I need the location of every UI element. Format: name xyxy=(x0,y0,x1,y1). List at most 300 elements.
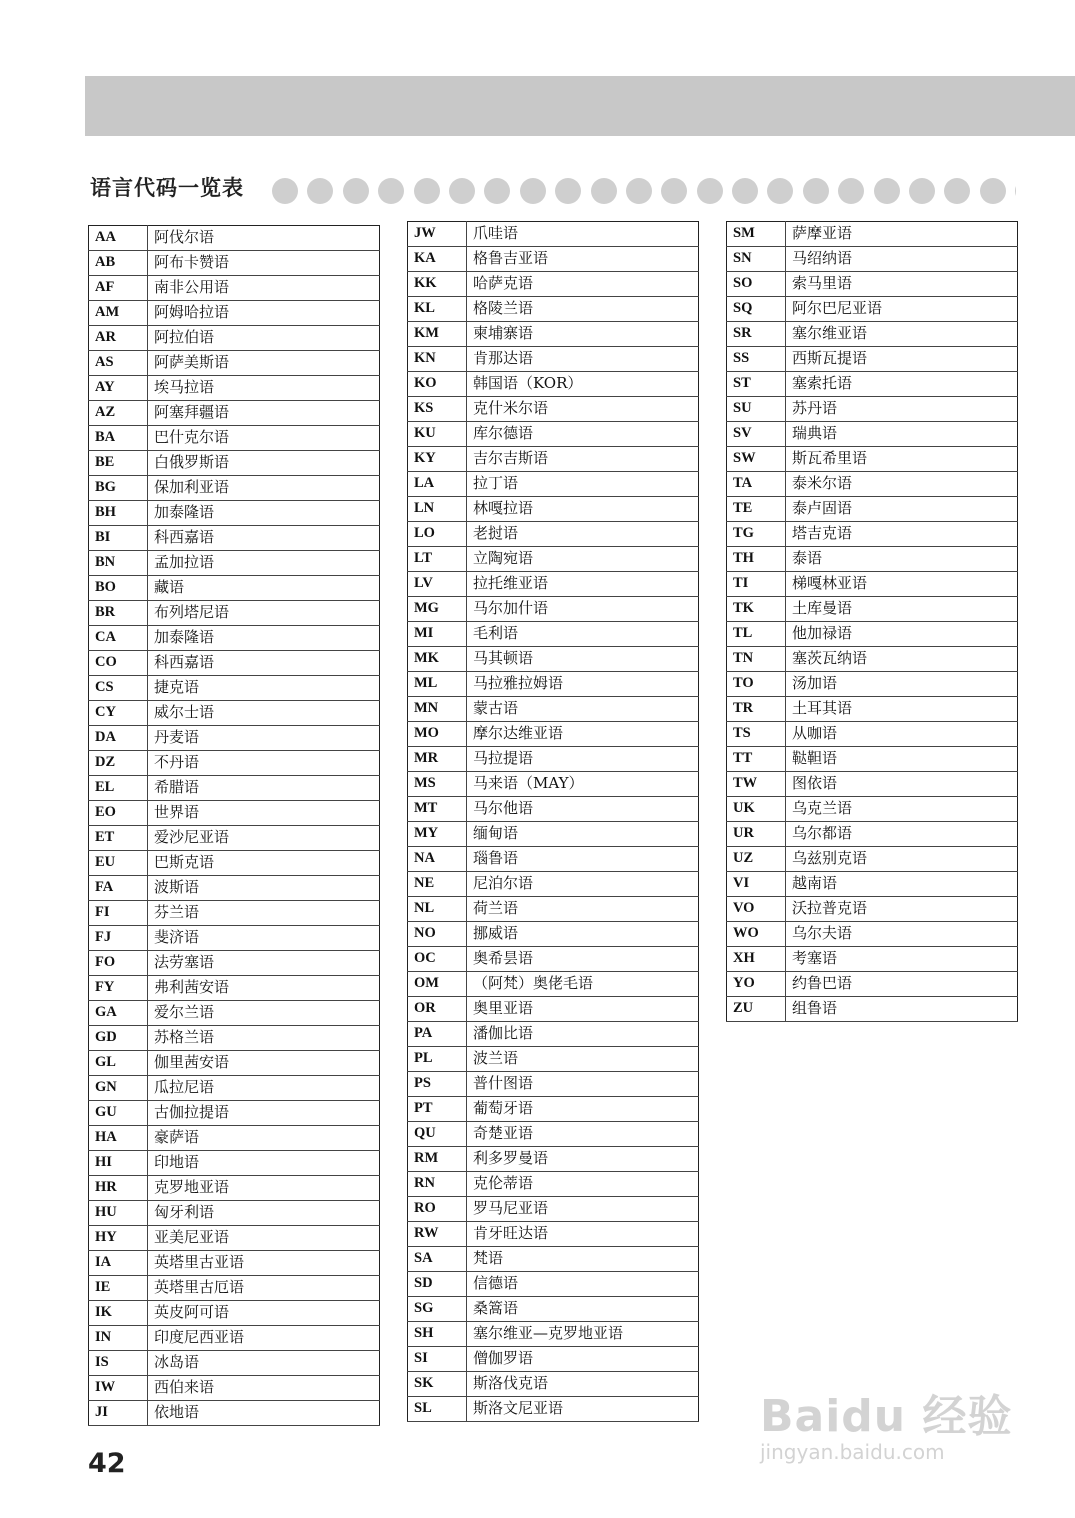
language-code: SO xyxy=(727,272,786,297)
table-row xyxy=(408,522,699,547)
language-code: GD xyxy=(89,1026,148,1051)
language-name: 土库曼语 xyxy=(786,597,1018,622)
language-name: 阿姆哈拉语 xyxy=(148,301,380,326)
language-name: 从咖语 xyxy=(786,722,1018,747)
table-row xyxy=(408,922,699,947)
table-row xyxy=(408,1122,699,1147)
language-code: TH xyxy=(727,547,786,572)
table-row xyxy=(89,876,380,901)
language-code: SV xyxy=(727,422,786,447)
table-row xyxy=(727,372,1018,397)
language-name: 斯洛伐克语 xyxy=(467,1372,699,1397)
table-row xyxy=(408,997,699,1022)
table-row xyxy=(89,1026,380,1051)
table-row xyxy=(408,297,699,322)
table-row xyxy=(408,1272,699,1297)
language-code: AB xyxy=(89,251,148,276)
divider-dot xyxy=(520,178,546,204)
table-row xyxy=(408,1247,699,1272)
language-code: MS xyxy=(408,772,467,797)
table-row xyxy=(727,972,1018,997)
language-name: 汤加语 xyxy=(786,672,1018,697)
table-row xyxy=(727,272,1018,297)
divider-dot xyxy=(874,178,900,204)
table-row xyxy=(727,772,1018,797)
language-name: 马拉提语 xyxy=(467,747,699,772)
language-code: AS xyxy=(89,351,148,376)
table-row xyxy=(89,401,380,426)
language-code: DA xyxy=(89,726,148,751)
language-name: 乌尔夫语 xyxy=(786,922,1018,947)
language-name: 潘伽比语 xyxy=(467,1022,699,1047)
table-row xyxy=(89,1126,380,1151)
table-row xyxy=(727,597,1018,622)
table-row xyxy=(89,226,380,251)
language-code-table-col1 xyxy=(88,225,380,1426)
language-name: 埃马拉语 xyxy=(148,376,380,401)
divider-dot xyxy=(980,178,1006,204)
table-row xyxy=(727,222,1018,247)
divider-dot xyxy=(272,178,298,204)
language-code: BN xyxy=(89,551,148,576)
table-row xyxy=(727,847,1018,872)
table-row xyxy=(408,772,699,797)
language-name: 塞索托语 xyxy=(786,372,1018,397)
language-code: TS xyxy=(727,722,786,747)
language-name: 世界语 xyxy=(148,801,380,826)
language-code: YO xyxy=(727,972,786,997)
language-code: GA xyxy=(89,1001,148,1026)
table-row xyxy=(727,822,1018,847)
language-code: UK xyxy=(727,797,786,822)
table-row xyxy=(408,547,699,572)
language-name: 奥里亚语 xyxy=(467,997,699,1022)
language-name: 威尔士语 xyxy=(148,701,380,726)
language-name: 林嘎拉语 xyxy=(467,497,699,522)
table-row xyxy=(727,947,1018,972)
table-row xyxy=(408,697,699,722)
language-name: 英塔里古亚语 xyxy=(148,1251,380,1276)
language-code: SS xyxy=(727,347,786,372)
language-code: OC xyxy=(408,947,467,972)
table-row xyxy=(727,747,1018,772)
language-code: KA xyxy=(408,247,467,272)
language-code: RM xyxy=(408,1147,467,1172)
table-row xyxy=(89,376,380,401)
language-name: 阿布卡赞语 xyxy=(148,251,380,276)
language-name: 梵语 xyxy=(467,1247,699,1272)
language-code: AY xyxy=(89,376,148,401)
language-name: 奥希昙语 xyxy=(467,947,699,972)
language-name: 索马里语 xyxy=(786,272,1018,297)
table-row xyxy=(408,822,699,847)
language-code: KU xyxy=(408,422,467,447)
table-row xyxy=(408,422,699,447)
table-row xyxy=(89,676,380,701)
language-name: 塞茨瓦纳语 xyxy=(786,647,1018,672)
language-name: 土耳其语 xyxy=(786,697,1018,722)
language-name: 苏格兰语 xyxy=(148,1026,380,1051)
language-name: 爱沙尼亚语 xyxy=(148,826,380,851)
table-row xyxy=(89,451,380,476)
language-name: （阿梵）奥佬毛语 xyxy=(467,972,699,997)
table-row xyxy=(727,422,1018,447)
language-name: 缅甸语 xyxy=(467,822,699,847)
divider-dot xyxy=(909,178,935,204)
language-code: BA xyxy=(89,426,148,451)
table-row xyxy=(89,551,380,576)
language-name: 科西嘉语 xyxy=(148,651,380,676)
table-row xyxy=(408,372,699,397)
language-code: VI xyxy=(727,872,786,897)
language-name: 西伯来语 xyxy=(148,1376,380,1401)
language-code: CY xyxy=(89,701,148,726)
language-code: HU xyxy=(89,1201,148,1226)
dot-divider xyxy=(272,178,1016,206)
language-code: KK xyxy=(408,272,467,297)
table-row xyxy=(89,926,380,951)
table-row xyxy=(727,697,1018,722)
language-name: 弗利茜安语 xyxy=(148,976,380,1001)
language-name: 越南语 xyxy=(786,872,1018,897)
language-name: 尼泊尔语 xyxy=(467,872,699,897)
table-row xyxy=(408,1397,699,1422)
table-row xyxy=(89,1301,380,1326)
language-code: FY xyxy=(89,976,148,1001)
language-name: 信德语 xyxy=(467,1272,699,1297)
language-name: 斯洛文尼亚语 xyxy=(467,1397,699,1422)
language-name: 克什米尔语 xyxy=(467,397,699,422)
language-code: TE xyxy=(727,497,786,522)
language-code: ST xyxy=(727,372,786,397)
language-code: AA xyxy=(89,226,148,251)
page-number: 42 xyxy=(88,1448,126,1479)
language-code: MR xyxy=(408,747,467,772)
table-row xyxy=(89,951,380,976)
language-name: 布列塔尼语 xyxy=(148,601,380,626)
table-row xyxy=(89,651,380,676)
language-name: 伽里茜安语 xyxy=(148,1051,380,1076)
language-name: 马绍纳语 xyxy=(786,247,1018,272)
language-name: 奇楚亚语 xyxy=(467,1122,699,1147)
table-row xyxy=(89,351,380,376)
language-code: KN xyxy=(408,347,467,372)
language-name: 法劳塞语 xyxy=(148,951,380,976)
language-name: 捷克语 xyxy=(148,676,380,701)
table-row xyxy=(408,322,699,347)
table-row xyxy=(408,222,699,247)
language-name: 葡萄牙语 xyxy=(467,1097,699,1122)
language-name: 马来语（MAY） xyxy=(467,772,699,797)
baidu-watermark xyxy=(760,1380,1020,1480)
table-row xyxy=(727,797,1018,822)
language-code: PS xyxy=(408,1072,467,1097)
table-row xyxy=(408,647,699,672)
language-name: 乌兹别克语 xyxy=(786,847,1018,872)
language-name: 瓜拉尼语 xyxy=(148,1076,380,1101)
language-name: 马拉雅拉姆语 xyxy=(467,672,699,697)
language-name: 阿塞拜疆语 xyxy=(148,401,380,426)
language-name: 马尔加什语 xyxy=(467,597,699,622)
language-code: JI xyxy=(89,1401,148,1426)
divider-dot xyxy=(378,178,404,204)
language-code: MG xyxy=(408,597,467,622)
language-code: QU xyxy=(408,1122,467,1147)
language-code: TL xyxy=(727,622,786,647)
table-row xyxy=(89,1201,380,1226)
language-name: 乌克兰语 xyxy=(786,797,1018,822)
table-row xyxy=(408,747,699,772)
language-name: 瑞典语 xyxy=(786,422,1018,447)
table-row xyxy=(727,647,1018,672)
language-name: 白俄罗斯语 xyxy=(148,451,380,476)
language-code: MI xyxy=(408,622,467,647)
language-name: 蒙古语 xyxy=(467,697,699,722)
language-name: 英皮阿可语 xyxy=(148,1301,380,1326)
table-row xyxy=(89,801,380,826)
table-row xyxy=(727,722,1018,747)
language-code: KS xyxy=(408,397,467,422)
language-code: HA xyxy=(89,1126,148,1151)
language-code: BG xyxy=(89,476,148,501)
language-code: SM xyxy=(727,222,786,247)
table-row xyxy=(408,972,699,997)
language-code: EL xyxy=(89,776,148,801)
language-name: 匈牙利语 xyxy=(148,1201,380,1226)
table-row xyxy=(408,597,699,622)
language-code: IN xyxy=(89,1326,148,1351)
table-row xyxy=(89,476,380,501)
language-name: 乌尔都语 xyxy=(786,822,1018,847)
table-row xyxy=(89,576,380,601)
table-row xyxy=(89,751,380,776)
table-row xyxy=(408,1372,699,1397)
language-name: 马其顿语 xyxy=(467,647,699,672)
language-code: WO xyxy=(727,922,786,947)
divider-dot xyxy=(697,178,723,204)
divider-dot xyxy=(944,178,970,204)
table-row xyxy=(89,1226,380,1251)
language-name: 老挝语 xyxy=(467,522,699,547)
language-name: 芬兰语 xyxy=(148,901,380,926)
table-row xyxy=(408,347,699,372)
table-row xyxy=(408,1072,699,1097)
divider-dot xyxy=(484,178,510,204)
language-name: 罗马尼亚语 xyxy=(467,1197,699,1222)
language-code: SQ xyxy=(727,297,786,322)
language-code: MY xyxy=(408,822,467,847)
table-row xyxy=(89,301,380,326)
table-row xyxy=(408,897,699,922)
table-row xyxy=(408,947,699,972)
table-row xyxy=(408,1147,699,1172)
table-row xyxy=(408,1172,699,1197)
language-name: 科西嘉语 xyxy=(148,526,380,551)
language-code: BO xyxy=(89,576,148,601)
language-code: SW xyxy=(727,447,786,472)
language-code: RO xyxy=(408,1197,467,1222)
language-code: KM xyxy=(408,322,467,347)
language-name: 塞尔维亚语 xyxy=(786,322,1018,347)
table-row xyxy=(89,826,380,851)
table-row xyxy=(727,497,1018,522)
language-code: FJ xyxy=(89,926,148,951)
watermark-url: jingyan.baidu.com xyxy=(760,1440,945,1464)
language-name: 立陶宛语 xyxy=(467,547,699,572)
language-code: TI xyxy=(727,572,786,597)
language-name: 普什图语 xyxy=(467,1072,699,1097)
language-code: AR xyxy=(89,326,148,351)
language-code: NE xyxy=(408,872,467,897)
language-name: 藏语 xyxy=(148,576,380,601)
language-name: 肯那达语 xyxy=(467,347,699,372)
language-name: 拉丁语 xyxy=(467,472,699,497)
language-code: TA xyxy=(727,472,786,497)
table-row xyxy=(89,1101,380,1126)
language-code: JW xyxy=(408,222,467,247)
language-name: 波兰语 xyxy=(467,1047,699,1072)
language-name: 梯嘎林亚语 xyxy=(786,572,1018,597)
language-name: 丹麦语 xyxy=(148,726,380,751)
language-code: MO xyxy=(408,722,467,747)
language-code: SR xyxy=(727,322,786,347)
language-name: 柬埔寨语 xyxy=(467,322,699,347)
language-name: 印度尼西亚语 xyxy=(148,1326,380,1351)
language-name: 肯牙旺达语 xyxy=(467,1222,699,1247)
table-row xyxy=(89,1351,380,1376)
language-code: NO xyxy=(408,922,467,947)
language-code: UZ xyxy=(727,847,786,872)
table-row xyxy=(408,1047,699,1072)
language-name: 斐济语 xyxy=(148,926,380,951)
language-code: GL xyxy=(89,1051,148,1076)
language-name: 爱尔兰语 xyxy=(148,1001,380,1026)
language-name: 瑙鲁语 xyxy=(467,847,699,872)
table-row xyxy=(89,1276,380,1301)
language-code: LV xyxy=(408,572,467,597)
language-code: LO xyxy=(408,522,467,547)
table-row xyxy=(408,247,699,272)
language-code: SA xyxy=(408,1247,467,1272)
table-row xyxy=(89,1401,380,1426)
language-code: MN xyxy=(408,697,467,722)
language-name: 马尔他语 xyxy=(467,797,699,822)
language-code: IS xyxy=(89,1351,148,1376)
table-row xyxy=(408,1347,699,1372)
table-row xyxy=(408,472,699,497)
table-row xyxy=(727,872,1018,897)
language-code: IW xyxy=(89,1376,148,1401)
language-name: 古伽拉提语 xyxy=(148,1101,380,1126)
language-name: 希腊语 xyxy=(148,776,380,801)
table-row xyxy=(727,897,1018,922)
language-name: 组鲁语 xyxy=(786,997,1018,1022)
language-name: 韩国语（KOR） xyxy=(467,372,699,397)
divider-dot xyxy=(591,178,617,204)
language-code: CO xyxy=(89,651,148,676)
table-row xyxy=(89,726,380,751)
language-name: 南非公用语 xyxy=(148,276,380,301)
table-row xyxy=(727,247,1018,272)
language-code: FI xyxy=(89,901,148,926)
language-code: FO xyxy=(89,951,148,976)
language-name: 约鲁巴语 xyxy=(786,972,1018,997)
table-row xyxy=(727,322,1018,347)
table-row xyxy=(408,1022,699,1047)
language-name: 斯瓦希里语 xyxy=(786,447,1018,472)
table-row xyxy=(727,547,1018,572)
language-code: BR xyxy=(89,601,148,626)
language-code: KY xyxy=(408,447,467,472)
language-name: 阿伐尔语 xyxy=(148,226,380,251)
language-code: OR xyxy=(408,997,467,1022)
table-row xyxy=(89,701,380,726)
language-name: 图依语 xyxy=(786,772,1018,797)
language-code: SH xyxy=(408,1322,467,1347)
table-row xyxy=(408,1322,699,1347)
language-name: 克罗地亚语 xyxy=(148,1176,380,1201)
table-row xyxy=(727,447,1018,472)
language-code: SU xyxy=(727,397,786,422)
language-name: 泰米尔语 xyxy=(786,472,1018,497)
language-name: 哈萨克语 xyxy=(467,272,699,297)
language-name: 波斯语 xyxy=(148,876,380,901)
language-name: 泰语 xyxy=(786,547,1018,572)
table-row xyxy=(408,847,699,872)
language-code: IA xyxy=(89,1251,148,1276)
language-name: 拉托维亚语 xyxy=(467,572,699,597)
table-row xyxy=(408,272,699,297)
table-row xyxy=(89,1251,380,1276)
language-code: MK xyxy=(408,647,467,672)
divider-dot xyxy=(626,178,652,204)
table-row xyxy=(408,572,699,597)
table-row xyxy=(408,1097,699,1122)
table-row xyxy=(408,797,699,822)
divider-dot xyxy=(449,178,475,204)
language-name: 桑篙语 xyxy=(467,1297,699,1322)
language-name: 保加利亚语 xyxy=(148,476,380,501)
page-title: 语言代码一览表 xyxy=(90,176,244,200)
language-name: 阿拉伯语 xyxy=(148,326,380,351)
language-name: 沃拉普克语 xyxy=(786,897,1018,922)
divider-dot xyxy=(838,178,864,204)
table-row xyxy=(89,601,380,626)
language-code: SG xyxy=(408,1297,467,1322)
language-name: 豪萨语 xyxy=(148,1126,380,1151)
language-code: PL xyxy=(408,1047,467,1072)
divider-dot xyxy=(343,178,369,204)
table-row xyxy=(89,976,380,1001)
language-name: 克伦蒂语 xyxy=(467,1172,699,1197)
table-row xyxy=(89,1376,380,1401)
language-name: 加泰隆语 xyxy=(148,626,380,651)
table-row xyxy=(408,1197,699,1222)
language-code: RW xyxy=(408,1222,467,1247)
language-name: 挪威语 xyxy=(467,922,699,947)
table-row xyxy=(727,997,1018,1022)
language-name: 鞑靼语 xyxy=(786,747,1018,772)
language-code: EU xyxy=(89,851,148,876)
divider-dot xyxy=(1015,178,1016,204)
language-name: 印地语 xyxy=(148,1151,380,1176)
language-name: 格鲁吉亚语 xyxy=(467,247,699,272)
language-code: PA xyxy=(408,1022,467,1047)
language-code: DZ xyxy=(89,751,148,776)
language-code-table-col2 xyxy=(407,221,699,1422)
language-name: 考塞语 xyxy=(786,947,1018,972)
table-row xyxy=(89,1151,380,1176)
